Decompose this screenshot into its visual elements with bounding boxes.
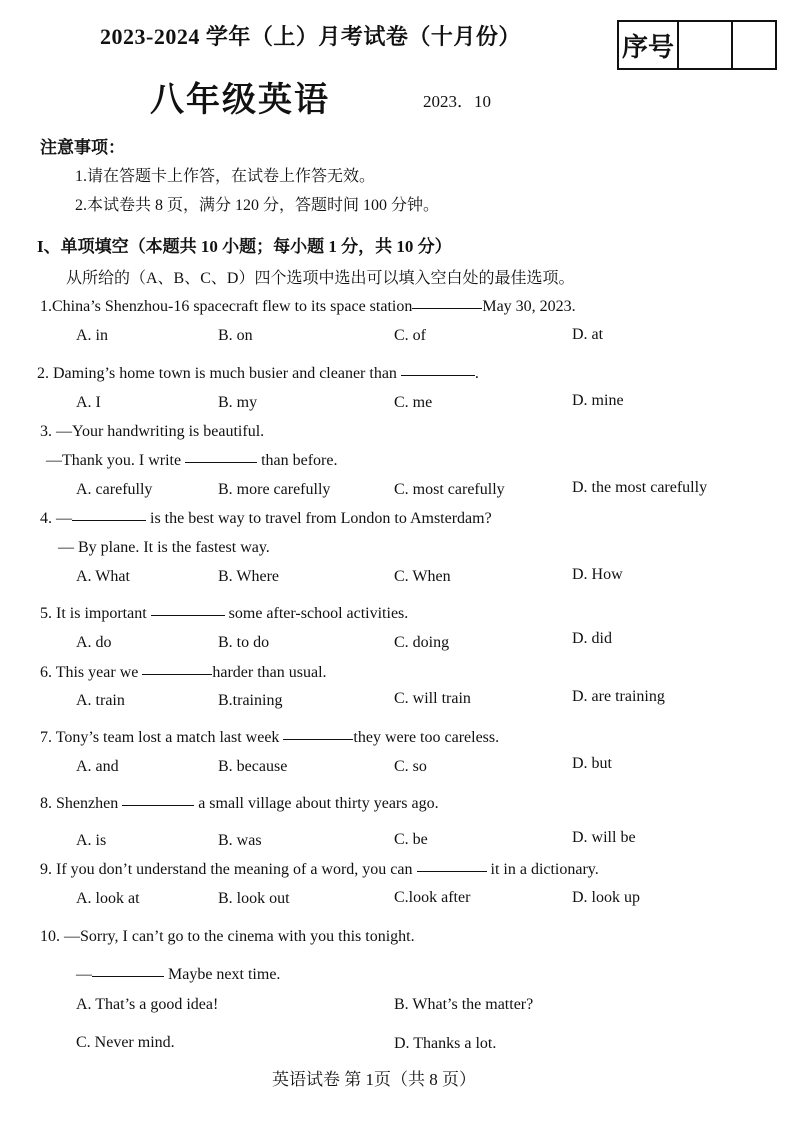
- question-7-pre: 7. Tony’s team lost a match last week: [40, 729, 280, 746]
- question-6-post: harder than usual.: [212, 664, 327, 681]
- answer-blank: [122, 804, 194, 806]
- section-instruction: 从所给的（A、B、C、D）四个选项中选出可以填入空白处的最佳选项。: [66, 270, 575, 287]
- option-a: A. in: [76, 327, 108, 344]
- option-a: A. I: [76, 394, 101, 411]
- answer-blank: [417, 870, 487, 872]
- question-1-stem: [40, 298, 576, 316]
- option-a: A. look at: [76, 890, 140, 907]
- page-footer: 英语试卷 第 1页（共 8 页）: [272, 1070, 476, 1089]
- option-d: D. will be: [572, 829, 636, 846]
- question-1-pre: 1.China’s Shenzhou-16 spacecraft flew to its space station: [40, 298, 413, 315]
- exam-date: 2023．10: [423, 92, 491, 111]
- question-3-pre: —Thank you. I write: [46, 452, 182, 469]
- answer-blank: [283, 738, 353, 740]
- question-1-post: May 30, 2023.: [482, 298, 576, 315]
- option-a: A. is: [76, 832, 107, 849]
- question-5-post: some after-school activities.: [228, 605, 409, 622]
- question-2-pre: 2. Daming’s home town is much busier and cleaner than: [37, 365, 397, 382]
- option-b: B.training: [218, 692, 283, 709]
- option-c: C. so: [394, 758, 427, 775]
- grade-subject-title: 八年级英语: [150, 82, 330, 119]
- option-d: D. How: [572, 566, 623, 583]
- exam-title: 2023-2024 学年（上）月考试卷（十月份）: [100, 24, 521, 49]
- option-d: D. Thanks a lot.: [394, 1035, 497, 1052]
- option-a: A. carefully: [76, 481, 153, 498]
- option-a: A. What: [76, 568, 130, 585]
- question-4-post: is the best way to travel from London to Amsterdam?: [150, 510, 492, 527]
- question-10-line1: 10. —Sorry, I can’t go to the cinema with you this tonight.: [40, 928, 415, 945]
- question-8-post: a small village about thirty years ago.: [198, 795, 439, 812]
- question-4-line2: — By plane. It is the fastest way.: [58, 539, 270, 556]
- option-a: A. train: [76, 692, 125, 709]
- option-b: B. because: [218, 758, 288, 775]
- notice-item-2: 2.本试卷共 8 页，满分 120 分，答题时间 100 分钟。: [75, 197, 440, 214]
- option-b: B. more carefully: [218, 481, 331, 498]
- option-c: C. most carefully: [394, 481, 505, 498]
- question-6-stem: [40, 664, 327, 682]
- question-7-stem: [40, 729, 499, 747]
- question-4-stem: [40, 510, 492, 528]
- question-8-stem: [40, 795, 439, 813]
- option-d: D. but: [572, 755, 612, 772]
- option-d: D. mine: [572, 392, 624, 409]
- option-b: B. look out: [218, 890, 290, 907]
- option-c: C. of: [394, 327, 426, 344]
- option-b: B. on: [218, 327, 253, 344]
- notice-heading: 注意事项：: [40, 138, 125, 157]
- option-d: D. are training: [572, 688, 665, 705]
- serial-number-box: [617, 20, 777, 70]
- question-3-post: than before.: [261, 452, 338, 469]
- question-8-pre: 8. Shenzhen: [40, 795, 119, 812]
- option-a: A. do: [76, 634, 112, 651]
- section-heading: I、单项填空（本题共 10 小题；每小题 1 分，共 10 分）: [37, 237, 452, 256]
- option-d: D. did: [572, 630, 612, 647]
- question-6-pre: 6. This year we: [40, 664, 139, 681]
- question-3-line1: 3. —Your handwriting is beautiful.: [40, 423, 265, 440]
- answer-blank: [151, 614, 225, 616]
- option-b: B. What’s the matter?: [394, 996, 534, 1013]
- question-2-stem: [37, 365, 479, 383]
- option-d: D. at: [572, 326, 604, 343]
- answer-blank: [185, 461, 257, 463]
- question-2-post: .: [474, 365, 479, 382]
- answer-blank: [142, 673, 212, 675]
- question-5-pre: 5. It is important: [40, 605, 147, 622]
- option-c: C. doing: [394, 634, 450, 651]
- serial-label: 序号: [619, 22, 679, 68]
- question-5-stem: [40, 605, 408, 623]
- option-c: C. When: [394, 568, 451, 585]
- option-b: B. my: [218, 394, 258, 411]
- question-7-post: they were too careless.: [353, 729, 500, 746]
- question-9-pre: 9. If you don’t understand the meaning of a word, you can: [40, 861, 413, 878]
- option-b: B. Where: [218, 568, 280, 585]
- option-c: C. will train: [394, 690, 471, 707]
- option-b: B. was: [218, 832, 262, 849]
- serial-cell-2: [733, 22, 775, 68]
- answer-blank: [72, 519, 146, 521]
- option-c: C. me: [394, 394, 433, 411]
- answer-blank: [401, 374, 475, 376]
- option-a: A. That’s a good idea!: [76, 996, 219, 1013]
- option-b: B. to do: [218, 634, 270, 651]
- answer-blank: [412, 307, 482, 309]
- option-d: D. the most carefully: [572, 479, 708, 496]
- option-c: C. be: [394, 831, 428, 848]
- option-d: D. look up: [572, 889, 640, 906]
- question-10-post: Maybe next time.: [168, 966, 281, 983]
- question-10-stem: [76, 966, 280, 984]
- question-9-post: it in a dictionary.: [490, 861, 599, 878]
- notice-item-1: 1.请在答题卡上作答，在试卷上作答无效。: [75, 168, 376, 185]
- question-4-pre: 4. —: [40, 510, 72, 527]
- question-9-stem: [40, 861, 599, 879]
- option-c: C. Never mind.: [76, 1034, 175, 1051]
- option-c: C.look after: [394, 889, 471, 906]
- option-a: A. and: [76, 758, 119, 775]
- serial-cell-1: [679, 22, 733, 68]
- answer-blank: [92, 975, 164, 977]
- question-10-pre: —: [76, 966, 92, 983]
- question-3-stem: [46, 452, 337, 470]
